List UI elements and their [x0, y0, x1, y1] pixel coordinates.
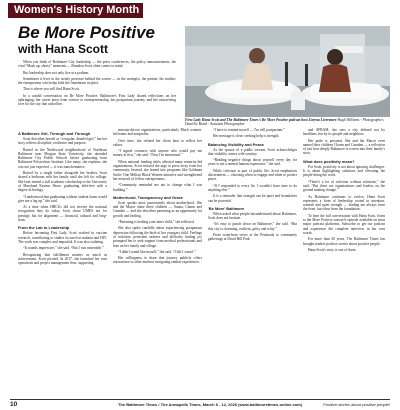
section-heading: What does positivity mean? — [303, 158, 355, 164]
caption-bold: First Lady Hana Scott and The Baltimore Times's Be More Positive podcast host Zuryna Livermore — [185, 118, 337, 122]
banner-label: Women's History Month — [14, 4, 140, 16]
section-heading: From the Lab to Leadership — [18, 225, 70, 231]
body-paragraph: From waterfront views at the Peninsula to community gatherings at Druid Hill Park — [208, 233, 297, 242]
body-paragraph: mission-driven organizations, particularly Black women-led teams and nonprofits. — [113, 128, 202, 137]
intro-paragraph: Sometimes it lives in the steady presence behind the scenes — in the strategist, the partner, the mother, the entrepreneur who helps hold the foundation in place. — [18, 76, 176, 86]
body-paragraph: “I understood that graduating without student loans would give me a leg up,” she said. — [18, 194, 107, 203]
footer-slogan: Positive stories about positive people! — [323, 402, 390, 407]
body-paragraph: and AFRAM, she sees a city defined not by headlines, but by its people and neighbors. — [303, 128, 385, 137]
body-paragraph: Raised in the Northwood neighborhood of Northeast Baltimore near Morgan State University, she attended Baltimore City Public Schools before graduating from Baltimore Polytechnic Institute. Like many, she explains, she was not just expected — it was transformative. — [18, 147, 107, 169]
section-heading: A Baltimore Girl, Through and Through — [18, 131, 91, 136]
body-paragraph: Over time, she refined her client base to reflect her values. — [113, 138, 202, 147]
article-column-3 — [208, 128, 297, 244]
section-heading: Balancing Visibility and Peace — [208, 141, 264, 147]
body-paragraph: Her pride is personal. She and the Mayor even named their children Charm and Camden — a reflection of just how deeply Baltimore is woven into their family's story. — [303, 138, 385, 156]
body-paragraph: Before becoming First Lady, Scott worked in vaccine research, contributing to studies focused on malaria and HIV. The work was complex and impactful. It was also isolating. — [18, 231, 107, 244]
body-paragraph: “Reading negative things about yourself every day for years is not a normal human experience,” she said. — [208, 158, 297, 167]
body-paragraph: When asked what people misunderstand about Baltimore, Scott does not hesitate. — [208, 211, 297, 221]
section-heading: Motherhood, Transparency and Grace — [113, 194, 184, 200]
body-paragraph: While criticism is part of public life, Scott emphasizes discernment — choosing when to engage and when to protect peace. — [208, 168, 297, 182]
section-heading: 'Be More' Baltimore — [208, 205, 245, 211]
body-paragraph: As the spouse of a public servant, Scott acknowledges that visibility comes with scrutiny. — [208, 147, 297, 156]
body-paragraph: “It sounds impressive,” she said. “But I was miserable.” — [23, 246, 104, 251]
body-paragraph: Her willingness to share that journey publicly offers reassurance to other mothers navigating similar experiences. — [113, 256, 202, 265]
body-paragraph: Recognizing that fulfillment matters as much as achievement, Scott pivoted. In 2017, she launched her own operations and project management firm, supporting — [18, 252, 107, 266]
body-paragraph: “I didn't sound like myself,” she said. “I felt I wasn't.” — [118, 249, 196, 254]
article-subhead: with Hana Scott — [18, 42, 109, 56]
body-paragraph: “Community reminded me not to change what I was building.” — [113, 183, 202, 192]
body-paragraph: “It's easy to punch down on Baltimore,” she said. “But this city is charming, resilient, gritty and witty.” — [208, 222, 297, 231]
body-paragraph: “I signed contracts with anyone who would pay me money at first,” she said. “Now I'm intentional.” — [113, 149, 202, 158]
section-banner — [0, 0, 400, 19]
body-paragraph: Scott describes herself as “a regular, detailed girl,” but her story reflects discipline, resilience and purpose. — [18, 137, 107, 146]
body-paragraph: “If I responded to every lie, I wouldn't have time to do anything else.” — [208, 183, 297, 192]
body-paragraph: To hear the full conversation with Hana Scott, listen to the More Positive season 6 episode available on most major podcast platforms. Subscribe to get our podcast and experience the complete interview in her own words. — [303, 213, 385, 235]
article-column-2 — [113, 128, 202, 267]
body-paragraph: Her message is clear: seeking help is strength. — [213, 134, 280, 139]
body-paragraph: For more than 40 years, The Baltimore Times has brought readers positive stories about positive people. — [303, 237, 385, 246]
body-paragraph: “There's a lot of criticism without solutions,” she said. “But there are organizations and leaders on the ground making change.” — [303, 179, 385, 193]
article-headline: Be More Positive — [18, 23, 155, 42]
intro-paragraph: But leadership does not only live at a podium. — [23, 70, 90, 75]
publication-line: The Baltimore Times / The Annapolis Times, March 6 - 12, 2026 (www.baltimoretimes-online.com) — [117, 402, 303, 407]
article-photo — [185, 26, 390, 117]
body-paragraph: “I have to remind myself — I'm still postpartum.” — [213, 128, 285, 132]
intro-paragraph: In a candid conversation on Be More Positive, Baltimore's First Lady shared reflections on her upbringing, her career pivot from science to entrepreneurship, her postpartum journey, and her unwavering love for the city that raised her. — [18, 93, 176, 107]
caption-credit: Hugh Williams - Photographer, Danielle Baird - Assistant Photographer — [185, 118, 384, 127]
body-paragraph: For Scott, positivity is not about ignoring challenges. It is about highlighting solutions and elevating the people doing the work. — [303, 164, 385, 178]
body-paragraph: Scott speaks most passionately about motherhood. She and the Mayor share three children — Saona, Charm and Camden — and she describes parenting as an opportunity for growth and healing. — [113, 200, 202, 218]
body-paragraph: As Baltimore continues to evolve, Hana Scott represents a form of leadership rooted in intention, warmth and quiet strength — leading not always from the front, but often from the foundation. — [303, 194, 385, 212]
intro-paragraph: That is where you will find Hana Scott. — [23, 87, 80, 92]
body-paragraph: It is a reminder that strength can be quiet and boundaries can be powerful. — [208, 194, 297, 203]
podcast-studio-photo — [185, 26, 390, 117]
intro-paragraph: When you think of Baltimore City leadership — the press conferences, the policy announcements, the viral “Mask up, shorty” moments — Brandon Scott often comes to mind. — [18, 60, 176, 69]
body-paragraph: Raised by a single father alongside her brother, Scott shared a bedroom with her family until she left for college. She later earned a full academic scholarship to the University of Maryland Eastern Shore, graduating debt-free with a degree in biology. — [18, 171, 107, 193]
footer-rule — [10, 399, 390, 400]
body-paragraph: “Parenting is healing your inner child,” she reflected. — [118, 220, 195, 225]
page-number: 10 — [10, 401, 18, 408]
body-paragraph: At a time when HBCUs did not receive the national recognition they do today, Scott chose UMES not for prestige, but for alignment — financial, cultural and long-term. — [18, 205, 107, 223]
body-paragraph: When national funding shifts affected many minority-led organizations, Scott resisted the urge to pivot away from her community. Instead, she leaned into programs like Goldman Sachs' One Million Black Women initiative and strengthened her network of fellow entrepreneurs. — [113, 159, 202, 181]
intro-text — [18, 60, 176, 109]
body-paragraph: She also spoke candidly about experiencing postpartum depression following the birth of her youngest child. Feelings of isolation, persistent sadness and difficulty finding joy prompted her to seek support from medical professionals and lean on her family and village. — [113, 226, 202, 248]
article-column-4 — [303, 128, 385, 254]
page-footer — [10, 401, 390, 410]
photo-caption — [185, 118, 390, 127]
body-paragraph: Hana Scott's story is one of them. — [308, 247, 357, 252]
article-column-1 — [18, 128, 107, 267]
